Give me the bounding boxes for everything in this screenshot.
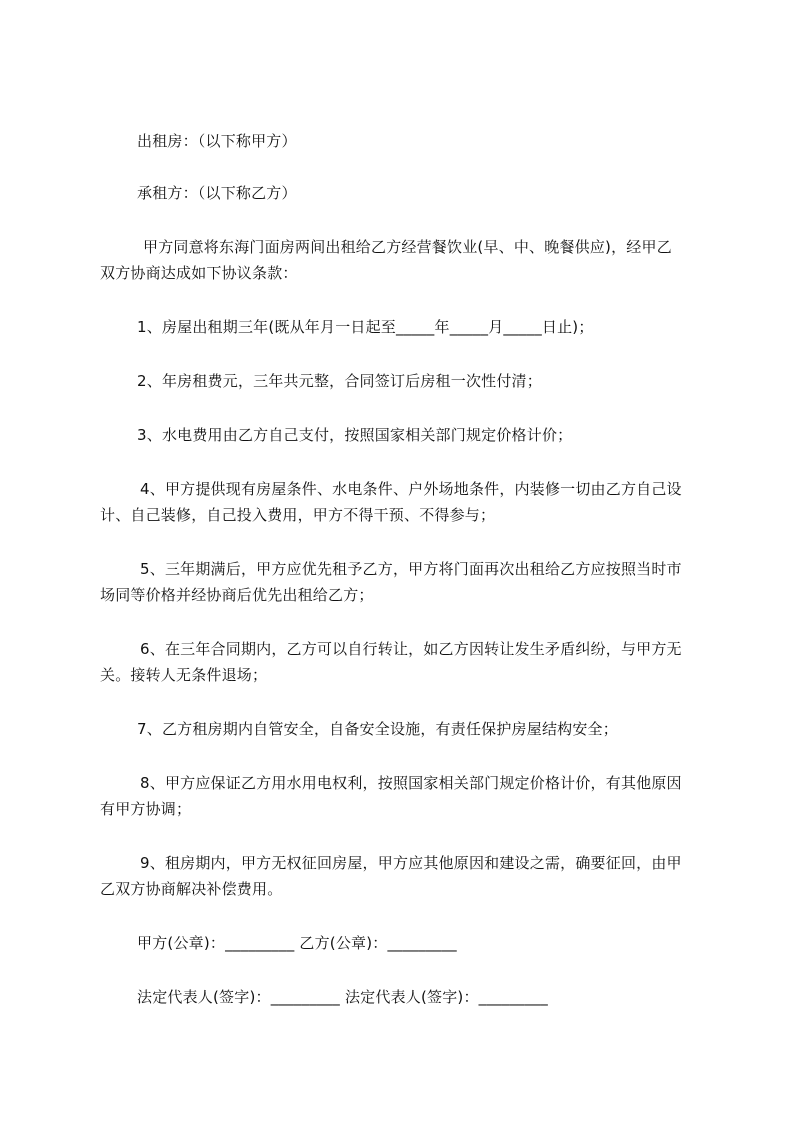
clause-6-line-2: 关。接转人无条件退场； [100,666,268,684]
intro-line-2: 双方协商达成如下协议条款： [100,264,298,282]
lessor-line: 出租房：（以下称甲方） [137,132,297,150]
signature-line: 法定代表人(签字)：_________ 法定代表人(签字)：_________ [137,988,548,1006]
clause-6-line-1: 6、在三年合同期内，乙方可以自行转让，如乙方因转让发生矛盾纠纷，与甲方无 [140,640,682,658]
clause-4-line-2: 计、自己装修，自己投入费用，甲方不得干预、不得参与； [100,506,496,524]
clause-5-line-2: 场同等价格并经协商后优先出租给乙方； [100,586,374,604]
lessee-line: 承租方：（以下称乙方） [137,184,297,202]
clause-9-line-1: 9、租房期内，甲方无权征回房屋，甲方应其他原因和建设之需，确要征回，由甲 [140,854,682,872]
clause-8-line-1: 8、甲方应保证乙方用水用电权利，按照国家相关部门规定价格计价，有其他原因 [140,774,682,792]
seal-line: 甲方(公章)：_________ 乙方(公章)：_________ [137,934,457,952]
clause-7: 7、乙方租房期内自管安全，自备安全设施，有责任保护房屋结构安全； [137,720,618,738]
intro-line-1: 甲方同意将东海门面房两间出租给乙方经营餐饮业(早、中、晚餐供应)，经甲乙 [143,238,672,256]
clause-3: 3、水电费用由乙方自己支付，按照国家相关部门规定价格计价； [137,426,573,444]
clause-4-line-1: 4、甲方提供现有房屋条件、水电条件、户外场地条件，内装修一切由乙方自己设 [140,480,682,498]
clause-5-line-1: 5、三年期满后，甲方应优先租予乙方，甲方将门面再次出租给乙方应按照当时市 [140,560,682,578]
clause-9-line-2: 乙双方协商解决补偿费用。 [100,880,283,898]
clause-2: 2、年房租费元，三年共元整，合同签订后房租一次性付清； [137,372,542,390]
clause-8-line-2: 有甲方协调； [100,800,192,818]
clause-1: 1、房屋出租期三年(既从年月一日起至_____年_____月_____日止)； [137,318,594,336]
